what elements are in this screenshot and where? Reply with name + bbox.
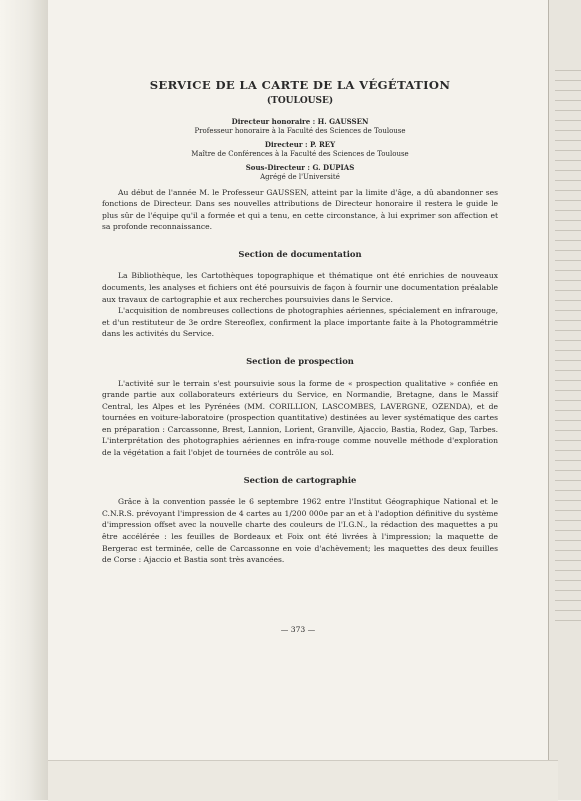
staff-entry: [102, 117, 498, 136]
documentation-paragraph: L'acquisition de nombreuses collections de photographies aériennes, spécialement en infrarouge, et d'un restituteur de 3e ordre Stereoflex, confirment la place importante faite à la Photogrammétrie dans les activités du Service.: [102, 306, 498, 339]
staff-role: Directeur honoraire : H. GAUSSEN: [231, 117, 369, 126]
staff-description: Professeur honoraire à la Faculté des Sciences de Toulouse: [194, 126, 406, 135]
intro-paragraph: Au début de l'année M. le Professeur GAUSSEN, atteint par la limite d'âge, a dû abandonner ses fonctions de Directeur. Dans ses nouvelles attributions de Directeur honoraire il restera le guide le plus sûr de l'équipe qu'il a formée et qui a tenu, en cette circonstance, à lui exprimer son affection et sa profonde reconnaissance.: [102, 187, 498, 232]
page-subtitle: (TOULOUSE): [266, 95, 334, 106]
page-title: SERVICE DE LA CARTE DE LA VÉGÉTATION: [149, 78, 451, 92]
section-heading-cartographie: Section de cartographie: [243, 474, 357, 485]
page-number: — 373 —: [280, 625, 316, 634]
underlying-page-edge: [548, 0, 581, 800]
staff-description: Agrégé de l'Université: [260, 172, 340, 181]
page-bottom-edge: [48, 760, 558, 801]
staff-description: Maître de Conférences à la Faculté des Sciences de Toulouse: [191, 149, 409, 158]
staff-entry: [102, 163, 498, 182]
staff-list: [102, 117, 498, 183]
section-heading-prospection: Section de prospection: [246, 356, 354, 366]
documentation-paragraph: La Bibliothèque, les Cartothèques topographique et thématique ont été enrichies de nouveaux documents, les analyses et fichiers ont été poursuivis de façon à fournir une documentation préalable aux travaux de cartographie et aux recherches poursuivies dans le Service.: [102, 271, 498, 304]
cartographie-paragraph: Grâce à la convention passée le 6 septembre 1962 entre l'Institut Géographique National et le C.N.R.S. prévoyant l'impression de 4 cartes au 1/200 000e par an et à l'adoption définitive du système d'impression offset avec la nouvelle charte des couleurs de l'I.G.N., la rédaction des maquettes a pu être accélérée : les feuilles de Bordeaux et Foix ont été livrées à l'impression; la maquette de Bergerac est terminée, celle de Carcassonne en voie d'achèvement; les maquettes des deux feuilles de Corse : Ajaccio et Bastia sont très avancées.: [102, 497, 498, 565]
staff-role: Sous-Directeur : G. DUPIAS: [245, 163, 355, 173]
staff-entry: [102, 140, 498, 159]
document-body: [102, 76, 498, 566]
prospection-paragraph: L'activité sur le terrain s'est poursuivie sous la forme de « prospection qualitative » confiée en grande partie aux collaborateurs extérieurs du Service, en Normandie, Bretagne, dans le Massif Central, les Alpes et les Pyrénées (MM. CORILLION, LASCOMBES, LAVERGNE, OZENDA), et de tournées en voiture-laboratoire (prospection quantitative) destinées au lever systématique des cartes en préparation : Carcassonne, Brest, Lannion, Lorient, Granville, Ajaccio, Bastia, Rodez, Gap, Tarbes. L'interprétation des photographies aériennes en infra-rouge comme nouvelle méthode d'exploration de la végétation a fait l'objet de tournées de contrôle au sol.: [102, 378, 498, 458]
staff-role: Directeur : P. REY: [264, 140, 336, 150]
scan-left-margin: [0, 0, 48, 800]
section-heading-documentation: Section de documentation: [238, 248, 362, 259]
